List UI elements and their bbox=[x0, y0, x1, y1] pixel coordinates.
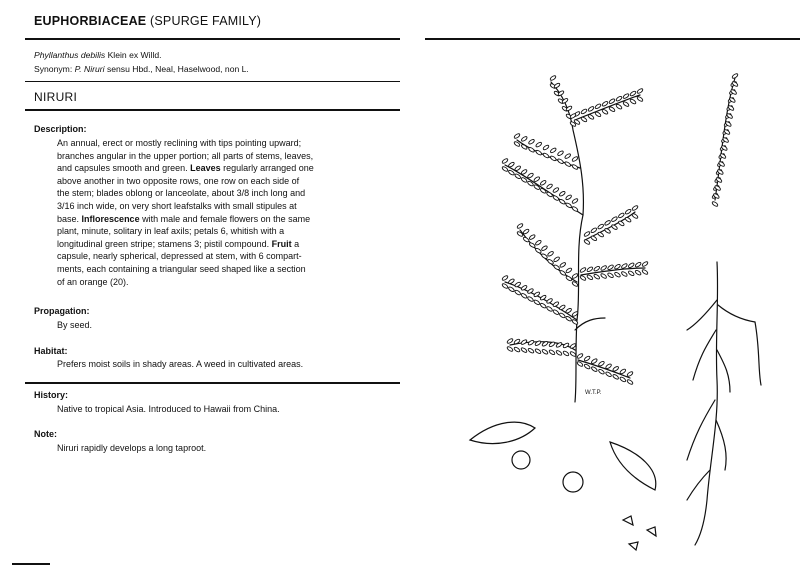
common-name: NIRURI bbox=[34, 90, 78, 104]
leaflet bbox=[514, 281, 521, 287]
leaflet bbox=[576, 353, 583, 359]
detached-leaf bbox=[610, 442, 656, 490]
leaflet bbox=[641, 261, 648, 267]
leaflet bbox=[571, 198, 578, 204]
leaflet bbox=[586, 266, 593, 272]
root-branch bbox=[687, 400, 715, 460]
leaflet bbox=[540, 180, 547, 186]
description-line: 3/16 inch wide, on very short leafstalks with small stipules at bbox=[57, 200, 297, 211]
leaflet bbox=[619, 368, 626, 374]
leaflet bbox=[618, 220, 625, 226]
propagation-heading: Propagation: bbox=[34, 306, 90, 316]
description-text bbox=[57, 137, 387, 288]
history-text: Native to tropical Asia. Introduced to Hawaii from China. bbox=[57, 404, 280, 414]
leaflet bbox=[621, 271, 628, 277]
leaflet bbox=[541, 245, 548, 251]
fruit-term: Fruit bbox=[271, 238, 292, 249]
root-branch bbox=[755, 322, 761, 385]
habitat-rule bbox=[25, 382, 400, 384]
leaflet bbox=[636, 88, 643, 94]
leaflet bbox=[521, 169, 528, 175]
leaflet bbox=[553, 256, 560, 262]
family-heading bbox=[34, 14, 261, 28]
leaflet bbox=[583, 239, 590, 245]
leaflet bbox=[533, 176, 540, 182]
description-line: above another in two opposite rows, one row on each side of bbox=[57, 175, 300, 186]
leaflet bbox=[580, 116, 587, 122]
leaflet bbox=[608, 98, 615, 104]
leaflet bbox=[552, 309, 559, 315]
leaflet bbox=[559, 270, 566, 276]
leaflet bbox=[528, 139, 535, 145]
description-line: longitudinal green stripe; stamens 3; pistil compound. Fruit a bbox=[57, 238, 300, 249]
leaflet bbox=[580, 108, 587, 114]
leaflet bbox=[552, 187, 559, 193]
leaflet bbox=[571, 156, 578, 162]
root-branch bbox=[717, 350, 730, 392]
seed bbox=[623, 516, 633, 525]
leaflet bbox=[523, 236, 530, 242]
family-name: EUPHORBIACEAE bbox=[34, 14, 147, 28]
leaflet bbox=[508, 161, 515, 167]
leaflet bbox=[520, 347, 527, 353]
leaflet bbox=[527, 296, 534, 302]
leaflet bbox=[513, 133, 520, 139]
leaflet bbox=[584, 363, 591, 369]
leaflet bbox=[579, 267, 586, 273]
leaflet bbox=[600, 273, 607, 279]
synonym-label: Synonym: bbox=[34, 64, 73, 74]
leaflet bbox=[635, 270, 642, 276]
leaflet bbox=[571, 273, 578, 279]
leaflet bbox=[534, 340, 541, 346]
leaflet bbox=[552, 301, 559, 307]
leaflet bbox=[587, 106, 594, 112]
leaflet bbox=[562, 342, 569, 348]
leaflet bbox=[542, 144, 549, 150]
description-line: An annual, erect or mostly reclining with tips pointing upward; bbox=[57, 138, 302, 148]
leaflet bbox=[533, 184, 540, 190]
leaflet bbox=[629, 98, 636, 104]
leaflet bbox=[535, 149, 542, 155]
leaflet bbox=[564, 153, 571, 159]
seed bbox=[647, 527, 656, 536]
inflorescence-term: Inflorescence bbox=[81, 213, 140, 224]
leaflet bbox=[625, 217, 632, 223]
leaflet bbox=[562, 350, 569, 356]
root-branch bbox=[718, 305, 755, 322]
leaflet bbox=[579, 275, 586, 281]
leaflet bbox=[541, 253, 548, 259]
leaflet bbox=[546, 306, 553, 312]
leaflet bbox=[626, 371, 633, 377]
leaflet bbox=[605, 363, 612, 369]
leaflet bbox=[521, 144, 528, 150]
fruit-capsule bbox=[512, 451, 530, 469]
leaflet bbox=[612, 374, 619, 380]
leaflet bbox=[594, 111, 601, 117]
propagation-text: By seed. bbox=[57, 320, 93, 330]
leaflet bbox=[571, 164, 578, 170]
leaflet bbox=[564, 161, 571, 167]
leaflet bbox=[625, 209, 632, 215]
leaflet bbox=[549, 75, 556, 81]
leaflet bbox=[542, 152, 549, 158]
leaflet bbox=[535, 248, 542, 254]
leaflet bbox=[583, 231, 590, 237]
leaflet bbox=[608, 106, 615, 112]
scientific-name-line bbox=[34, 48, 249, 62]
leaflet bbox=[621, 263, 628, 269]
leaflet bbox=[523, 228, 530, 234]
description-line: of an orange (20). bbox=[57, 276, 129, 287]
leaflet bbox=[565, 275, 572, 281]
leaflet bbox=[587, 114, 594, 120]
leaflet bbox=[534, 348, 541, 354]
branch bbox=[575, 95, 640, 120]
leaflet bbox=[520, 339, 527, 345]
seed bbox=[629, 542, 638, 550]
root-branch bbox=[687, 300, 717, 330]
leaflet bbox=[548, 349, 555, 355]
leaflet bbox=[598, 361, 605, 367]
leaflet bbox=[628, 262, 635, 268]
leaflet bbox=[569, 343, 576, 349]
leaflet bbox=[540, 302, 547, 308]
leaflet bbox=[635, 262, 642, 268]
leaflet bbox=[528, 147, 535, 153]
leaflet bbox=[593, 266, 600, 272]
leaflet bbox=[529, 242, 536, 248]
leaflet bbox=[514, 165, 521, 171]
leaflet bbox=[611, 216, 618, 222]
leaflet bbox=[731, 73, 738, 79]
leaflet bbox=[541, 349, 548, 355]
footer-rule bbox=[12, 563, 50, 565]
root-branch bbox=[693, 330, 716, 380]
leaflet bbox=[607, 264, 614, 270]
leaflet bbox=[601, 101, 608, 107]
description-line: and capsules smooth and green. Leaves regularly arranged one bbox=[57, 163, 314, 174]
leaflet bbox=[607, 272, 614, 278]
leaflet bbox=[553, 82, 560, 88]
leaflet bbox=[521, 293, 528, 299]
leaflet bbox=[612, 366, 619, 372]
description-heading: Description: bbox=[34, 124, 87, 134]
leaflet bbox=[516, 231, 523, 237]
leaflet bbox=[513, 346, 520, 352]
leaflet bbox=[605, 371, 612, 377]
leaflet bbox=[555, 350, 562, 356]
synonym-rest: sensu Hbd., Neal, Haselwood, non L. bbox=[106, 64, 249, 74]
leaflet bbox=[614, 272, 621, 278]
species-block bbox=[34, 48, 249, 76]
note-heading: Note: bbox=[34, 429, 57, 439]
leaflet bbox=[546, 298, 553, 304]
leaflet bbox=[629, 90, 636, 96]
leaflet bbox=[600, 265, 607, 271]
leaflet bbox=[591, 366, 598, 372]
root-branch bbox=[716, 420, 726, 470]
leaflet bbox=[550, 155, 557, 161]
leaflet bbox=[622, 93, 629, 99]
leaflet bbox=[593, 274, 600, 280]
leaflet bbox=[552, 195, 559, 201]
leaflet bbox=[508, 278, 515, 284]
species-rule bbox=[25, 81, 400, 82]
leaflet bbox=[535, 141, 542, 147]
detached-leaf bbox=[470, 422, 535, 443]
leaflet bbox=[540, 188, 547, 194]
description-line: ments, each containing a triangular seed shaped like a section bbox=[57, 263, 306, 274]
leaflet bbox=[546, 191, 553, 197]
leaflet bbox=[565, 267, 572, 273]
note-text: Niruri rapidly develops a long taproot. bbox=[57, 443, 207, 453]
leaflet bbox=[508, 286, 515, 292]
habitat-heading: Habitat: bbox=[34, 346, 68, 356]
leaflet bbox=[516, 223, 523, 229]
branch bbox=[575, 318, 605, 330]
leaflet bbox=[547, 251, 554, 257]
leaflet bbox=[535, 240, 542, 246]
leaflet bbox=[611, 224, 618, 230]
illustration-page bbox=[425, 0, 800, 568]
leaflet bbox=[506, 346, 513, 352]
leaflet bbox=[604, 220, 611, 226]
leaflet bbox=[590, 227, 597, 233]
description-line: base. Inflorescence with male and female flowers on the same bbox=[57, 213, 311, 224]
branch bbox=[505, 282, 577, 320]
leaflet bbox=[559, 262, 566, 268]
synonym-name: P. Niruri bbox=[74, 64, 105, 74]
leaflet bbox=[615, 96, 622, 102]
leaflet bbox=[597, 223, 604, 229]
leaflet bbox=[594, 103, 601, 109]
leaflet bbox=[533, 299, 540, 305]
leaflet bbox=[569, 113, 576, 119]
leaflet bbox=[527, 348, 534, 354]
leaflet bbox=[529, 234, 536, 240]
leaflet bbox=[598, 369, 605, 375]
leaflet bbox=[501, 275, 508, 281]
leaflet bbox=[547, 259, 554, 265]
leaflet bbox=[586, 274, 593, 280]
leaflet bbox=[514, 289, 521, 295]
leaflet bbox=[559, 191, 566, 197]
leaflet bbox=[622, 101, 629, 107]
plant-illustration bbox=[425, 0, 800, 568]
fruit-capsule bbox=[563, 472, 583, 492]
history-heading: History: bbox=[34, 390, 69, 400]
leaflet bbox=[631, 213, 638, 219]
family-common-name: (SPURGE FAMILY) bbox=[150, 14, 262, 28]
leaflet bbox=[559, 312, 566, 318]
leaflet bbox=[571, 206, 578, 212]
leaflet bbox=[636, 96, 643, 102]
leaflet bbox=[506, 338, 513, 344]
leaflet bbox=[584, 355, 591, 361]
description-line: branches angular in the upper portion; all parts of stems, leaves, bbox=[57, 150, 314, 161]
description-line: the stem; blades oblong or lanceolate, about 3/8 inch long and bbox=[57, 188, 306, 199]
leaflet bbox=[590, 235, 597, 241]
leaflet bbox=[557, 158, 564, 164]
leaflet bbox=[591, 358, 598, 364]
leaflet bbox=[559, 199, 566, 205]
habitat-text: Prefers moist soils in shady areas. A weed in cultivated areas. bbox=[57, 359, 304, 369]
root-branch bbox=[687, 470, 710, 500]
header-rule bbox=[25, 38, 400, 40]
scientific-authority: Klein ex Willd. bbox=[107, 50, 162, 60]
leaves-term: Leaves bbox=[190, 163, 221, 174]
leaflet bbox=[527, 172, 534, 178]
leaflet bbox=[641, 269, 648, 275]
leaflet bbox=[618, 212, 625, 218]
leaflet bbox=[601, 109, 608, 115]
leaflet bbox=[501, 158, 508, 164]
leaflet bbox=[565, 308, 572, 314]
leaflet bbox=[631, 205, 638, 211]
leaflet bbox=[559, 304, 566, 310]
leaflet bbox=[557, 150, 564, 156]
leaflet bbox=[527, 340, 534, 346]
common-name-rule bbox=[25, 109, 400, 111]
leaflet bbox=[546, 183, 553, 189]
leaflet bbox=[501, 283, 508, 289]
taproot bbox=[695, 262, 718, 545]
leaflet bbox=[550, 147, 557, 153]
leaflet bbox=[626, 379, 633, 385]
leaflet bbox=[615, 104, 622, 110]
leaflet bbox=[604, 228, 611, 234]
synonym-line bbox=[34, 62, 249, 76]
leaflet bbox=[565, 202, 572, 208]
leaflet bbox=[628, 270, 635, 276]
leaflet bbox=[553, 264, 560, 270]
leaflet bbox=[597, 231, 604, 237]
leaflet bbox=[711, 201, 718, 207]
leaflet bbox=[614, 264, 621, 270]
leaflet bbox=[521, 136, 528, 142]
description-line: plant, minute, solitary in leaf axils; petals 6, whitish with a bbox=[57, 226, 285, 237]
leaflet bbox=[565, 194, 572, 200]
leaflet bbox=[619, 376, 626, 382]
scientific-name: Phyllanthus debilis bbox=[34, 50, 106, 60]
artist-initials: W.T.P. bbox=[585, 390, 602, 396]
description-line: capsule, nearly spherical, depressed at stem, with 6 compart- bbox=[57, 251, 302, 262]
